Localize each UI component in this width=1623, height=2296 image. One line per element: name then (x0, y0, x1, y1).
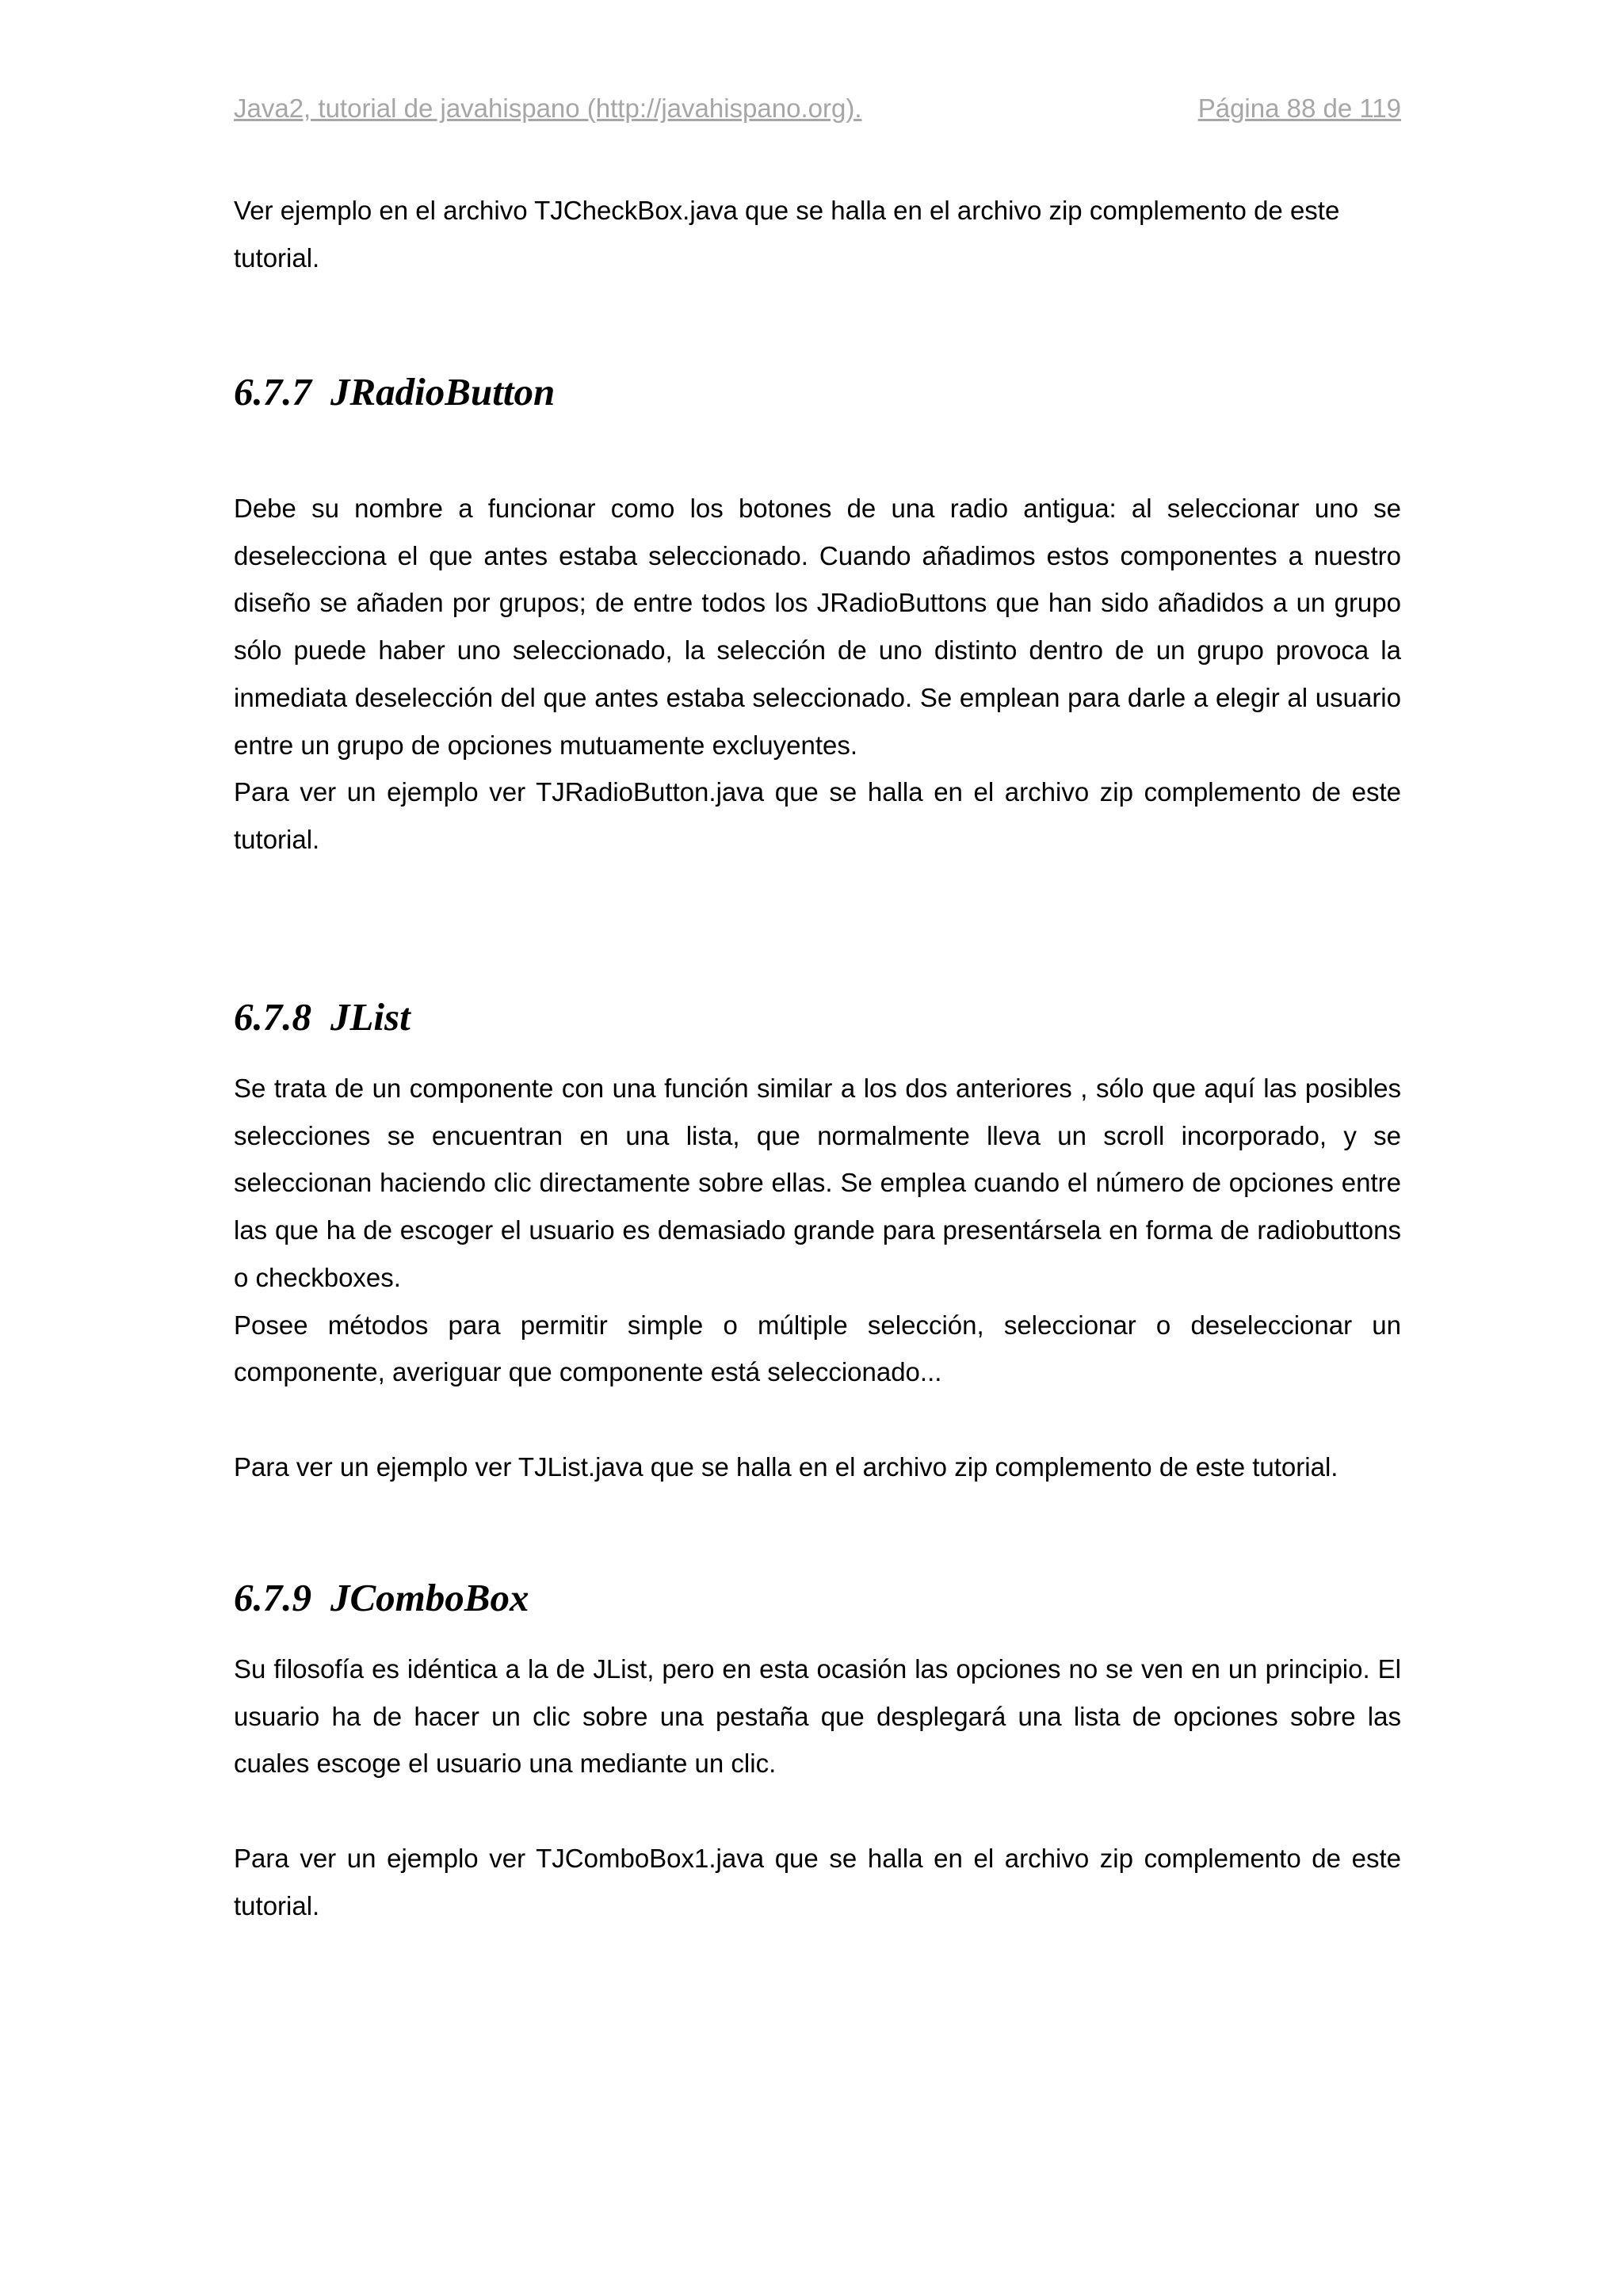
paragraph: Para ver un ejemplo ver TJComboBox1.java que se halla en el archivo zip complemento de este tutorial. (234, 1843, 1401, 1920)
paragraph: Para ver un ejemplo ver TJList.java que se halla en el archivo zip complemento de este tutorial. (234, 1451, 1338, 1482)
page-header (234, 93, 1401, 133)
paragraph: Debe su nombre a funcionar como los botones de una radio antigua: al seleccionar uno se deselecciona el que antes estaba seleccionado. Cuando añadimos estos componentes a nuestro diseño se añaden por grupos; de entre todos los JRadioButtons que han sido añadidos a un grupo sólo puede haber uno seleccionado, la selección de uno distinto dentro de un grupo provoca la inmediata deselección del que antes estaba seleccionado. Se emplean para darle a elegir al usuario entre un grupo de opciones mutuamente excluyentes. (234, 494, 1401, 760)
section-number: 6.7.7 (234, 370, 311, 414)
section-number: 6.7.8 (234, 995, 311, 1039)
section-title: JRadioButton (330, 370, 556, 414)
section-body-jradiobutton (234, 485, 1401, 864)
paragraph: Se trata de un componente con una función similar a los dos anteriores , sólo que aquí las posibles selecciones se encuentran en una lista, que normalmente lleva un scroll incorporado, y se seleccionan haciendo clic directamente sobre ellas. Se emplea cuando el número de opciones entre las que ha de escoger el usuario es demasiado grande para presentársela en forma de radiobuttons o checkboxes. (234, 1074, 1401, 1292)
section-heading-jlist (234, 994, 411, 1039)
section-heading-jradiobutton (234, 369, 555, 414)
header-page-number: Página 88 de 119 (1197, 93, 1401, 123)
paragraph: Posee métodos para permitir simple o múltiple selección, seleccionar o deseleccionar un componente, averiguar que componente está seleccionado... (234, 1310, 1401, 1387)
intro-paragraph: Ver ejemplo en el archivo TJCheckBox.java que se halla en el archivo zip complemento de este tutorial. (234, 196, 1340, 273)
intro-block (234, 187, 1401, 281)
section-title: JList (330, 995, 411, 1039)
section-body-jlist (234, 1065, 1401, 1490)
paragraph: Su filosofía es idéntica a la de JList, pero en esta ocasión las opciones no se ven en un principio. El usuario ha de hacer un clic sobre una pestaña que desplegará una lista de opciones sobre las cuales escoge el usuario una mediante un clic. (234, 1654, 1401, 1779)
section-body-jcombobox (234, 1646, 1401, 1929)
section-heading-jcombobox (234, 1575, 529, 1620)
header-title-link[interactable]: Java2, tutorial de javahispano (http://javahispano.org). (234, 93, 862, 123)
paragraph: Para ver un ejemplo ver TJRadioButton.java que se halla en el archivo zip complemento de este tutorial. (234, 777, 1401, 854)
section-number: 6.7.9 (234, 1576, 311, 1619)
section-title: JComboBox (330, 1576, 529, 1619)
